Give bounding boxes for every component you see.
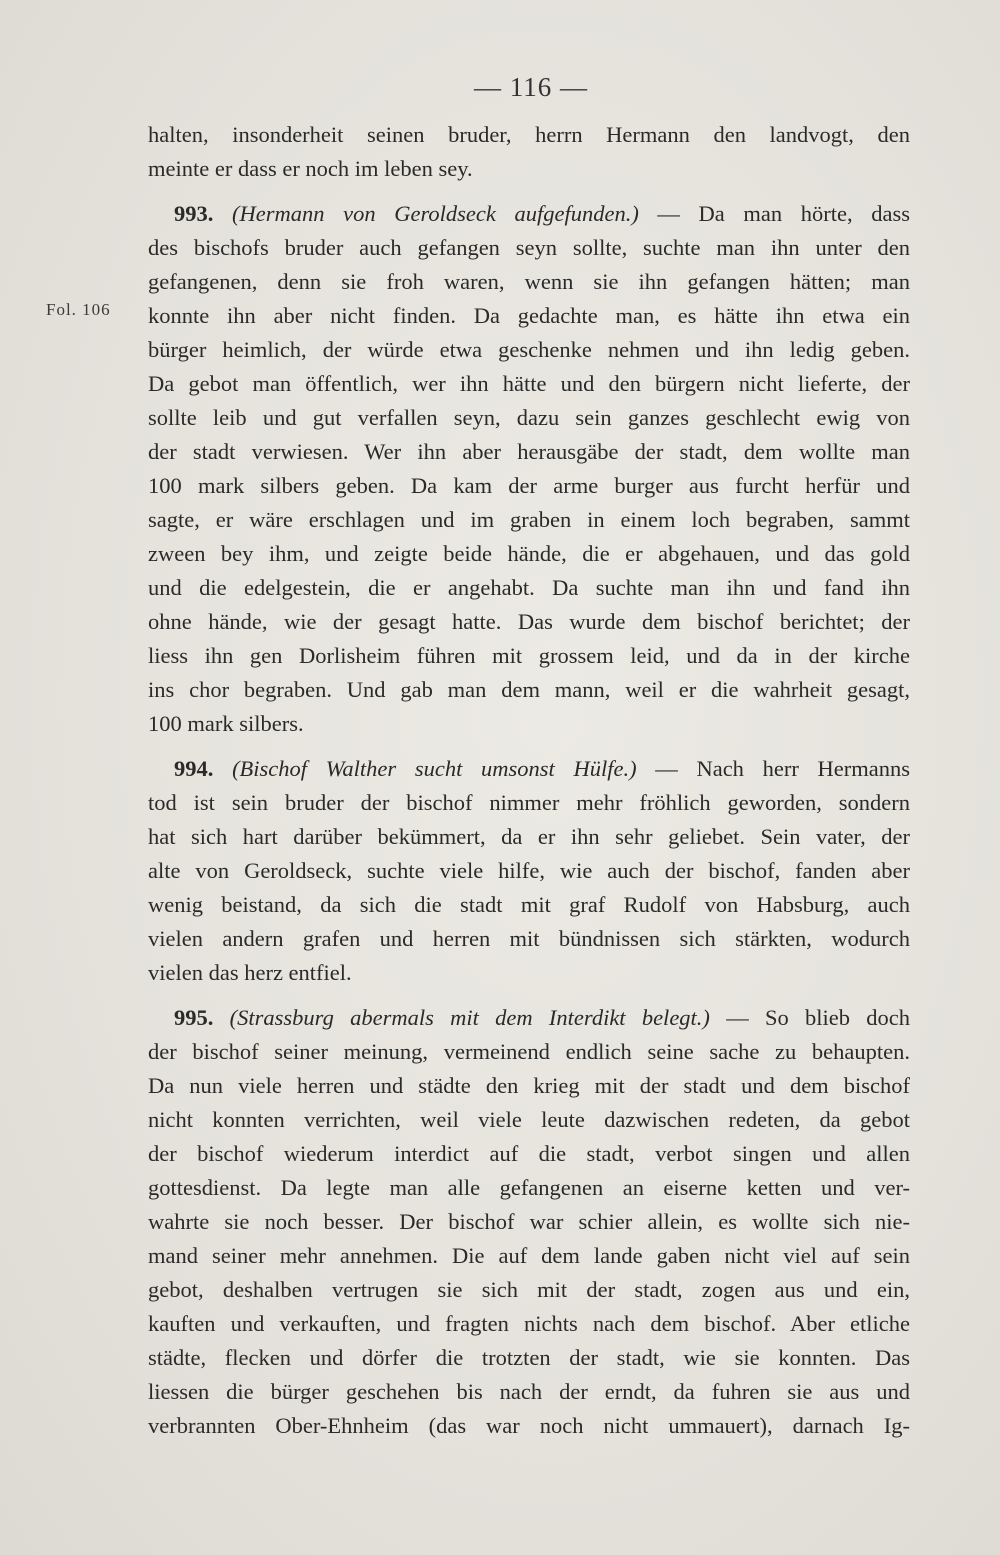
- text-line: [148, 197, 910, 231]
- text-line: wahrte sie noch besser. Der bischof war schier allein, es wollte sich nie-: [148, 1209, 910, 1234]
- text-line: sollte leib und gut verfallen seyn, dazu sein ganzes geschlecht ewig von: [148, 405, 910, 430]
- text-line: und die edelgestein, die er angehabt. Da suchte man ihn und fand ihn: [148, 575, 910, 600]
- text-line: 100 mark silbers geben. Da kam der arme burger aus furcht herfür und: [148, 473, 910, 498]
- text-line: vielen das herz entfiel.: [148, 960, 352, 985]
- text-line: hat sich hart darüber bekümmert, da er ihn sehr geliebet. Sein vater, der: [148, 824, 910, 849]
- text-line: Da nun viele herren und städte den krieg mit der stadt und dem bischof: [148, 1073, 910, 1098]
- paragraph: [148, 197, 910, 741]
- text-line: Da gebot man öffentlich, wer ihn hätte und den bürgern nicht lieferte, der: [148, 371, 910, 396]
- text-line: gefangenen, denn sie froh waren, wenn sie ihn gefangen hätten; man: [148, 269, 910, 294]
- text-line: liess ihn gen Dorlisheim führen mit grossem leid, und da in der kirche: [148, 643, 910, 668]
- section-heading: (Hermann von Geroldseck aufgefunden.): [232, 201, 639, 226]
- paragraph: [148, 752, 910, 990]
- paragraph-gap: [148, 741, 910, 752]
- margin-note-folio: Fol. 106: [46, 300, 111, 319]
- paragraph-gap: [148, 990, 910, 1001]
- text-line: gottesdienst. Da legte man alle gefangenen an eiserne ketten und ver-: [148, 1175, 910, 1200]
- line-text: — So blieb doch: [709, 1005, 910, 1030]
- paragraph: [148, 1001, 910, 1443]
- text-line: verbrannten Ober-Ehnheim (das war noch nicht ummauert), darnach Ig-: [148, 1413, 910, 1438]
- text-line: zween bey ihm, und zeigte beide hände, die er abgehauen, und das gold: [148, 541, 910, 566]
- section-number: 993.: [174, 201, 214, 226]
- text-line: der bischof wiederum interdict auf die stadt, verbot singen und allen: [148, 1141, 910, 1166]
- text-line: nicht konnten verrichten, weil viele leute dazwischen redeten, da gebot: [148, 1107, 910, 1132]
- paragraph-gap: [148, 186, 910, 197]
- text-line: meinte er dass er noch im leben sey.: [148, 156, 473, 181]
- text-line: städte, flecken und dörfer die trotzten der stadt, wie sie konnten. Das: [148, 1345, 910, 1370]
- text-line: vielen andern grafen und herren mit bündnissen sich stärkten, wodurch: [148, 926, 910, 951]
- page-number: — 116 —: [474, 72, 588, 102]
- text-line: tod ist sein bruder der bischof nimmer mehr fröhlich geworden, sondern: [148, 790, 910, 815]
- body-text: [148, 118, 910, 1443]
- text-line: liessen die bürger geschehen bis nach der erndt, da fuhren sie aus und: [148, 1379, 910, 1404]
- text-line: bürger heimlich, der würde etwa geschenke nehmen und ihn ledig geben.: [148, 337, 910, 362]
- text-line: kauften und verkauften, und fragten nichts nach dem bischof. Aber etliche: [148, 1311, 910, 1336]
- paragraph: [148, 118, 910, 186]
- text-line: konnte ihn aber nicht finden. Da gedachte man, es hätte ihn etwa ein: [148, 303, 910, 328]
- line-text: — Da man hörte, dass: [638, 201, 910, 226]
- text-line: wenig beistand, da sich die stadt mit graf Rudolf von Habsburg, auch: [148, 892, 910, 917]
- text-line: [148, 752, 910, 786]
- text-line: des bischofs bruder auch gefangen seyn sollte, suchte man ihn unter den: [148, 235, 910, 260]
- text-line: der bischof seiner meinung, vermeinend endlich seine sache zu behaupten.: [148, 1039, 910, 1064]
- text-line: sagte, er wäre erschlagen und im graben in einem loch begraben, sammt: [148, 507, 910, 532]
- text-line: alte von Geroldseck, suchte viele hilfe, wie auch der bischof, fanden aber: [148, 858, 910, 883]
- section-heading: (Strassburg abermals mit dem Interdikt belegt.): [229, 1005, 710, 1030]
- text-line: [148, 1001, 910, 1035]
- text-line: ins chor begraben. Und gab man dem mann, weil er die wahrheit gesagt,: [148, 677, 910, 702]
- text-line: ohne hände, wie der gesagt hatte. Das wurde dem bischof berichtet; der: [148, 609, 910, 634]
- text-line: 100 mark silbers.: [148, 711, 304, 736]
- text-line: mand seiner mehr annehmen. Die auf dem lande gaben nicht viel auf sein: [148, 1243, 910, 1268]
- text-line: halten, insonderheit seinen bruder, herrn Hermann den landvogt, den: [148, 122, 910, 147]
- section-number: 995.: [174, 1005, 214, 1030]
- text-line: der stadt verwiesen. Wer ihn aber herausgäbe der stadt, dem wollte man: [148, 439, 910, 464]
- line-text: — Nach herr Hermanns: [636, 756, 910, 781]
- text-line: gebot, deshalben vertrugen sie sich mit der stadt, zogen aus und ein,: [148, 1277, 910, 1302]
- section-number: 994.: [174, 756, 214, 781]
- section-heading: (Bischof Walther sucht umsonst Hülfe.): [232, 756, 637, 781]
